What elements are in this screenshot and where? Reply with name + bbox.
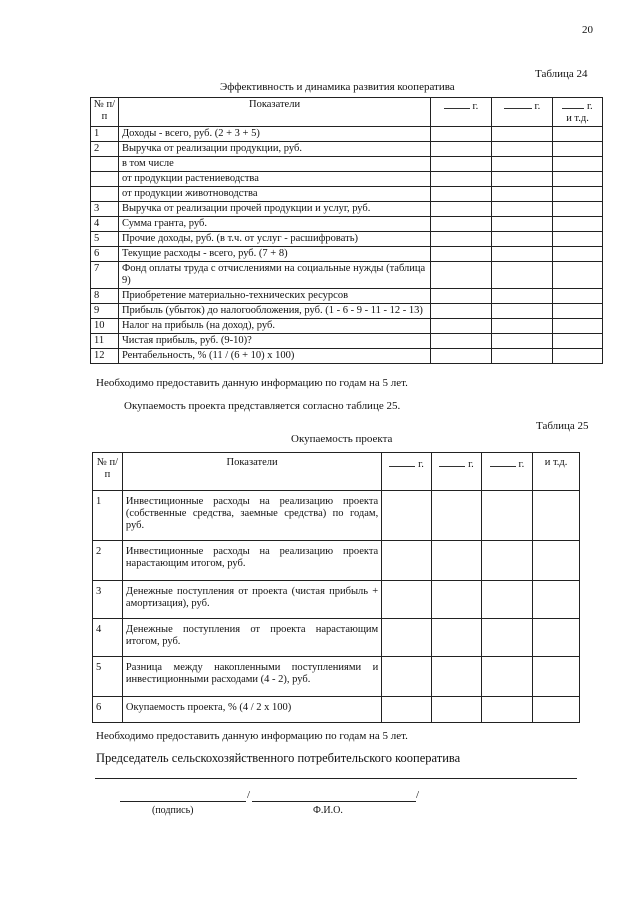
table25-header-indicator: Показатели (122, 453, 381, 491)
table24-cell-num: 9 (91, 304, 119, 319)
table24-cell-value[interactable] (553, 202, 603, 217)
table25-cell-value[interactable] (533, 697, 580, 723)
table25-cell-value[interactable] (482, 581, 533, 619)
table25-row (93, 697, 580, 723)
table24-cell-num: 10 (91, 319, 119, 334)
table24-cell-value[interactable] (431, 172, 492, 187)
table24-cell-value[interactable] (492, 262, 553, 289)
table25-header-year1: г. (382, 453, 432, 491)
table25-cell-value[interactable] (482, 619, 533, 657)
table24-header-indicator: Показатели (118, 98, 430, 127)
table24-cell-indicator: Выручка от реализации продукции, руб. (118, 142, 430, 157)
table25-cell-num: 6 (93, 697, 123, 723)
table24-cell-indicator: Доходы - всего, руб. (2 + 3 + 5) (118, 127, 430, 142)
table25-cell-value[interactable] (382, 581, 432, 619)
table24-cell-value[interactable] (431, 232, 492, 247)
table24-cell-indicator: Чистая прибыль, руб. (9-10)? (118, 334, 430, 349)
table25-cell-value[interactable] (432, 541, 482, 581)
table24-cell-value[interactable] (492, 349, 553, 364)
table24-cell-indicator: Сумма гранта, руб. (118, 217, 430, 232)
table24-cell-value[interactable] (492, 187, 553, 202)
table24-row (91, 232, 603, 247)
signature-title: Председатель сельскохозяйственного потребительского кооператива (96, 751, 461, 765)
table24-title: Эффективность и динамика развития кооператива (220, 81, 455, 93)
table24-cell-indicator: в том числе (118, 157, 430, 172)
table24-cell-num: 3 (91, 202, 119, 217)
table24-header-year3: г. и т.д. (553, 98, 603, 127)
table24-cell-value[interactable] (553, 232, 603, 247)
table24-cell-num: 12 (91, 349, 119, 364)
table25-header-num: № п/п (93, 453, 123, 491)
table24-cell-indicator: Прочие доходы, руб. (в т.ч. от услуг - расшифровать) (118, 232, 430, 247)
table25-row (93, 491, 580, 541)
table24-cell-indicator: Рентабельность, % (11 / (6 + 10) х 100) (118, 349, 430, 364)
table24-cell-indicator: Выручка от реализации прочей продукции и услуг, руб. (118, 202, 430, 217)
table24-cell-value[interactable] (431, 202, 492, 217)
table24-cell-num: 4 (91, 217, 119, 232)
table24-cell-value[interactable] (492, 304, 553, 319)
table24-cell-num: 11 (91, 334, 119, 349)
table24-cell-value[interactable] (553, 172, 603, 187)
table24-cell-num: 8 (91, 289, 119, 304)
signature-sign-line (120, 801, 246, 802)
table24-cell-value[interactable] (492, 202, 553, 217)
table24-row (91, 187, 603, 202)
table24-row (91, 202, 603, 217)
table24-row (91, 247, 603, 262)
table25-cell-value[interactable] (432, 491, 482, 541)
table24 (90, 97, 603, 364)
table24-cell-value[interactable] (553, 217, 603, 232)
payback-intro: Окупаемость проекта представляется согласно таблице 25. (124, 400, 401, 412)
table24-cell-indicator: от продукции растениеводства (118, 172, 430, 187)
table25-cell-indicator: Денежные поступления от проекта нарастающим итогом, руб. (122, 619, 381, 657)
table24-cell-value[interactable] (553, 127, 603, 142)
table25-cell-value[interactable] (482, 657, 533, 697)
table25-cell-value[interactable] (482, 697, 533, 723)
table24-cell-num: 6 (91, 247, 119, 262)
table25-cell-value[interactable] (432, 581, 482, 619)
table24-row (91, 304, 603, 319)
table24-cell-value[interactable] (553, 319, 603, 334)
table24-cell-value[interactable] (553, 304, 603, 319)
signature-name-line (252, 801, 416, 802)
table24-cell-value[interactable] (492, 334, 553, 349)
table24-cell-value[interactable] (431, 334, 492, 349)
table24-cell-value[interactable] (431, 157, 492, 172)
table24-cell-indicator: Текущие расходы - всего, руб. (7 + 8) (118, 247, 430, 262)
table24-cell-value[interactable] (431, 217, 492, 232)
table24-cell-value[interactable] (431, 319, 492, 334)
table24-cell-value[interactable] (492, 157, 553, 172)
table25-cell-value[interactable] (533, 619, 580, 657)
table24-cell-num (91, 157, 119, 172)
table24-cell-indicator: Прибыль (убыток) до налогообложения, руб. (1 - 6 - 9 - 11 - 12 - 13) (118, 304, 430, 319)
table24-row (91, 262, 603, 289)
table25-row (93, 657, 580, 697)
table24-cell-value[interactable] (431, 247, 492, 262)
table25-cell-num: 1 (93, 491, 123, 541)
table24-cell-value[interactable] (553, 247, 603, 262)
table25-cell-value[interactable] (382, 541, 432, 581)
table24-cell-value[interactable] (553, 187, 603, 202)
table25-cell-value[interactable] (432, 697, 482, 723)
table24-cell-value[interactable] (553, 262, 603, 289)
table25-header-etc: и т.д. (533, 453, 580, 491)
table24-header-row (91, 98, 603, 127)
table24-cell-value[interactable] (553, 142, 603, 157)
table25-cell-indicator: Денежные поступления от проекта (чистая прибыль + амортизация), руб. (122, 581, 381, 619)
table24-row (91, 289, 603, 304)
table24-cell-value[interactable] (492, 289, 553, 304)
table25-cell-indicator: Инвестиционные расходы на реализацию проекта (собственные средства, заемные средства) по годам, руб. (122, 491, 381, 541)
table25-cell-num: 2 (93, 541, 123, 581)
table25-header-row (93, 453, 580, 491)
signature-caption-name: Ф.И.О. (313, 805, 343, 816)
table25-header-year2: г. (432, 453, 482, 491)
table24-row (91, 127, 603, 142)
table24-cell-indicator: Налог на прибыль (на доход), руб. (118, 319, 430, 334)
table24-cell-value[interactable] (431, 289, 492, 304)
table25-cell-num: 3 (93, 581, 123, 619)
table24-cell-value[interactable] (553, 157, 603, 172)
table24-cell-value[interactable] (492, 127, 553, 142)
table24-note: Необходимо предоставить данную информацию по годам на 5 лет. (96, 377, 408, 389)
table25-title: Окупаемость проекта (291, 433, 393, 445)
table24-row (91, 172, 603, 187)
table25-row (93, 619, 580, 657)
table24-cell-value[interactable] (492, 247, 553, 262)
table24-cell-value[interactable] (492, 232, 553, 247)
table24-cell-value[interactable] (492, 319, 553, 334)
signature-slash-2: / (416, 789, 420, 801)
table25-cell-value[interactable] (533, 657, 580, 697)
table24-cell-num: 1 (91, 127, 119, 142)
table24-cell-indicator: от продукции животноводства (118, 187, 430, 202)
table24-cell-num (91, 172, 119, 187)
signature-caption-sign: (подпись) (152, 805, 194, 816)
table24-cell-num (91, 187, 119, 202)
table24-cell-num: 5 (91, 232, 119, 247)
table24-cell-value[interactable] (492, 172, 553, 187)
table25-row (93, 581, 580, 619)
table24-row (91, 334, 603, 349)
signature-slash-1: / (247, 789, 251, 801)
table25-cell-value[interactable] (533, 491, 580, 541)
table24-cell-num: 2 (91, 142, 119, 157)
table25-cell-num: 4 (93, 619, 123, 657)
table25-header-year3: г. (482, 453, 533, 491)
table24-cell-value[interactable] (431, 127, 492, 142)
table24-header-year1: г. (431, 98, 492, 127)
table25-cell-value[interactable] (432, 619, 482, 657)
table24-cell-value[interactable] (492, 217, 553, 232)
table24-row (91, 157, 603, 172)
table24-cell-indicator: Приобретение материально-технических ресурсов (118, 289, 430, 304)
table24-row (91, 319, 603, 334)
table24-cell-value[interactable] (431, 142, 492, 157)
table24-header-year2: г. (492, 98, 553, 127)
page-number: 20 (582, 24, 593, 36)
table25-cell-value[interactable] (533, 541, 580, 581)
table25-cell-value[interactable] (482, 541, 533, 581)
table24-cell-value[interactable] (431, 187, 492, 202)
table25-row (93, 541, 580, 581)
table25-cell-value[interactable] (382, 491, 432, 541)
table25-cell-value[interactable] (533, 581, 580, 619)
table24-cell-value[interactable] (431, 262, 492, 289)
table25-cell-value[interactable] (382, 657, 432, 697)
table25-cell-indicator: Разница между накопленными поступлениями и инвестиционными расходами (4 - 2), руб. (122, 657, 381, 697)
table25-cell-value[interactable] (432, 657, 482, 697)
table24-cell-value[interactable] (492, 142, 553, 157)
table25-cell-indicator: Инвестиционные расходы на реализацию проекта нарастающим итогом, руб. (122, 541, 381, 581)
table25 (92, 452, 580, 723)
table24-cell-num: 7 (91, 262, 119, 289)
table24-cell-value[interactable] (431, 304, 492, 319)
table24-row (91, 217, 603, 232)
table24-cell-value[interactable] (553, 289, 603, 304)
table24-row (91, 349, 603, 364)
table24-header-num: № п/п (91, 98, 119, 127)
table25-cell-indicator: Окупаемость проекта, % (4 / 2 х 100) (122, 697, 381, 723)
table24-label: Таблица 24 (535, 68, 588, 80)
table24-cell-value[interactable] (553, 334, 603, 349)
table24-cell-indicator: Фонд оплаты труда с отчислениями на социальные нужды (таблица 9) (118, 262, 430, 289)
table25-cell-value[interactable] (482, 491, 533, 541)
table25-cell-value[interactable] (382, 697, 432, 723)
table25-label: Таблица 25 (536, 420, 589, 432)
table25-note: Необходимо предоставить данную информацию по годам на 5 лет. (96, 730, 408, 742)
table24-row (91, 142, 603, 157)
signature-top-line (95, 778, 577, 779)
table25-cell-value[interactable] (382, 619, 432, 657)
table25-cell-num: 5 (93, 657, 123, 697)
table24-cell-value[interactable] (553, 349, 603, 364)
table24-cell-value[interactable] (431, 349, 492, 364)
